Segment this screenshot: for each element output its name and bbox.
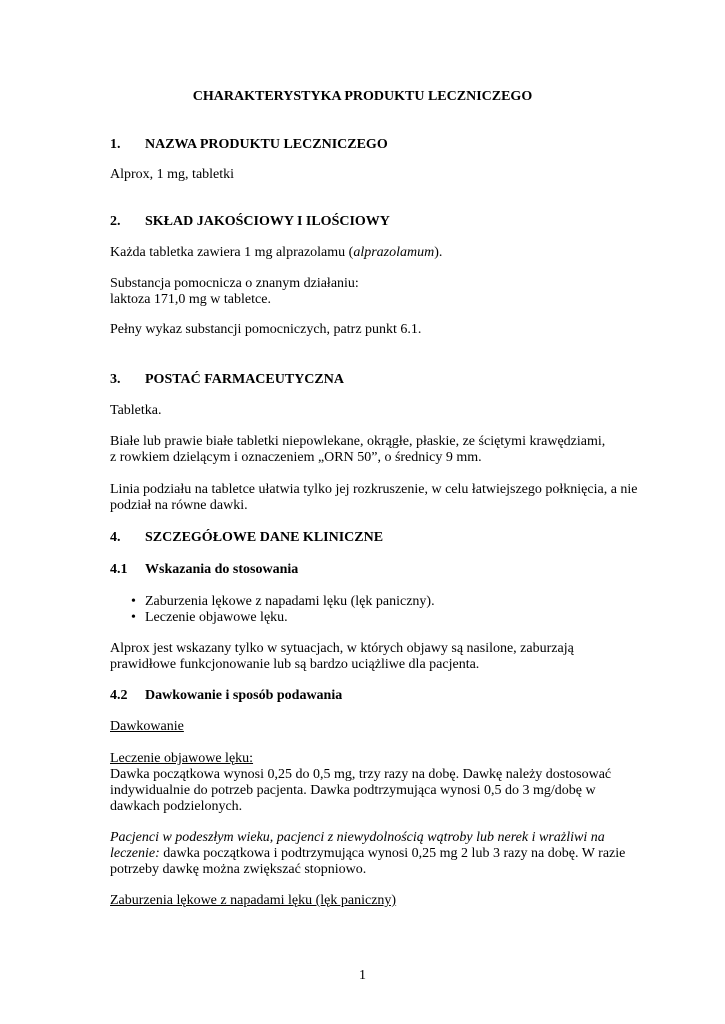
text-part: Każda tabletka zawiera 1 mg alprazolamu ( — [110, 245, 354, 260]
section-3-heading — [110, 372, 344, 388]
document-title: CHARAKTERYSTYKA PRODUKTU LECZNICZEGO — [192, 89, 533, 104]
bullet-icon: • — [131, 610, 136, 625]
italic-label: leczenie: — [110, 846, 160, 861]
excipient-reference: Pełny wykaz substancji pomocniczych, patrz punkt 6.1. — [110, 322, 422, 337]
description-line-1: Białe lub prawie białe tabletki niepowlekane, okrągłe, płaskie, ze ściętymi krawędziami, — [110, 434, 606, 449]
bullet-icon: • — [131, 594, 136, 609]
dosage-text-3: dawkach podzielonych. — [110, 799, 243, 814]
page-number: 1 — [359, 968, 366, 983]
excipient-label: Substancja pomocnicza o znanym działaniu: — [110, 276, 359, 291]
section-number: 3. — [110, 372, 121, 387]
section-number: 4. — [110, 530, 121, 545]
section-4-heading — [110, 530, 383, 546]
dosage-text-1: Dawka początkowa wynosi 0,25 do 0,5 mg, trzy razy na dobę. Dawkę należy dostosować — [110, 767, 612, 782]
score-line-text-1: Linia podziału na tabletce ułatwia tylko jej rozkruszenie, w celu łatwiejszego połknięcia, a nie — [110, 482, 638, 497]
subsection-4-1-heading — [110, 562, 298, 578]
section-title: SKŁAD JAKOŚCIOWY I ILOŚCIOWY — [145, 214, 390, 229]
section-1-heading — [110, 137, 388, 153]
product-name-text: Alprox, 1 mg, tabletki — [110, 167, 235, 182]
subsection-number: 4.2 — [110, 688, 128, 703]
text-part: ). — [434, 245, 443, 260]
subsection-title: Dawkowanie i sposób podawania — [145, 688, 343, 703]
text-part: dawka początkowa i podtrzymująca wynosi 0,25 mg 2 lub 3 razy na dobę. W razie — [159, 846, 626, 861]
section-number: 2. — [110, 214, 121, 229]
special-populations-2 — [110, 846, 625, 862]
score-line-text-2: podział na równe dawki. — [110, 498, 248, 513]
section-title: NAZWA PRODUKTU LECZNICZEGO — [145, 137, 388, 152]
indication-item: Leczenie objawowe lęku. — [145, 610, 288, 625]
composition-text — [110, 245, 442, 261]
subsection-number: 4.1 — [110, 562, 128, 577]
section-title: POSTAĆ FARMACEUTYCZNA — [145, 372, 344, 387]
excipient-value: laktoza 171,0 mg w tabletce. — [110, 292, 271, 307]
description-line-2: z rowkiem dzielącym i oznaczeniem „ORN 50”, o średnicy 9 mm. — [110, 450, 482, 465]
special-populations-3: potrzeby dawkę można zwiększać stopniowo. — [110, 862, 367, 877]
section-title: SZCZEGÓŁOWE DANE KLINICZNE — [145, 530, 384, 545]
section-number: 1. — [110, 137, 121, 152]
panic-disorder-heading: Zaburzenia lękowe z napadami lęku (lęk paniczny) — [110, 893, 397, 908]
section-2-heading — [110, 214, 390, 230]
indication-item: Zaburzenia lękowe z napadami lęku (lęk paniczny). — [145, 594, 435, 609]
form-text: Tabletka. — [110, 403, 162, 418]
latin-name: alprazolamum — [353, 245, 435, 260]
indication-note-2: prawidłowe funkcjonowanie lub są bardzo uciążliwe dla pacjenta. — [110, 657, 480, 672]
dosage-text-2: indywidualnie do potrzeb pacjenta. Dawka podtrzymująca wynosi 0,5 do 3 mg/dobę w — [110, 783, 596, 798]
subsection-title: Wskazania do stosowania — [145, 562, 299, 577]
indication-note-1: Alprox jest wskazany tylko w sytuacjach, w których objawy są nasilone, zaburzają — [110, 641, 574, 656]
subsection-4-2-heading — [110, 688, 342, 704]
anxiety-treatment-heading: Leczenie objawowe lęku: — [110, 751, 254, 766]
dosage-heading: Dawkowanie — [110, 719, 184, 734]
special-populations-1: Pacjenci w podeszłym wieku, pacjenci z niewydolnością wątroby lub nerek i wrażliwi na — [110, 830, 605, 845]
